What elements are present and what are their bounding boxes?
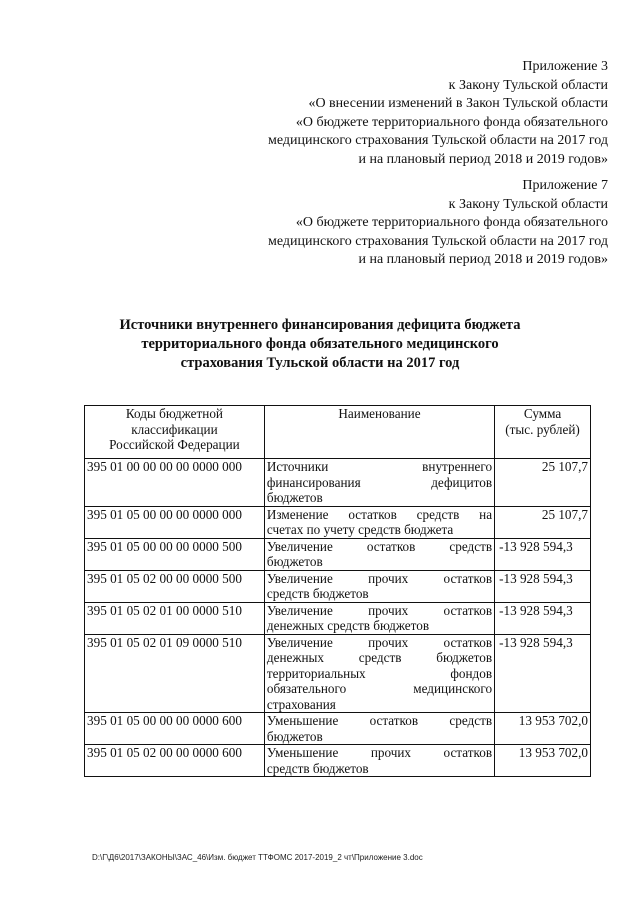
row-name [264, 506, 494, 538]
row-name [264, 570, 494, 602]
table-row [85, 713, 591, 745]
row-name [264, 602, 494, 634]
header-codes [85, 406, 265, 459]
row-name-line: Изменение остатков средств на [266, 506, 493, 522]
row-code: 395 01 05 02 01 00 0000 510 [85, 602, 265, 634]
row-code: 395 01 05 02 01 09 0000 510 [85, 634, 265, 713]
header-codes-line: классификации [131, 421, 218, 437]
appendix-7-line: медицинского страхования Тульской области на 2017 год [268, 233, 608, 249]
budget-sources-table [84, 405, 591, 777]
header-sum-line: Сумма [523, 406, 562, 421]
table-row [85, 602, 591, 634]
header-name: Наименование [264, 406, 494, 459]
header-codes-line: Коды бюджетной [125, 406, 223, 421]
row-name-line: средств бюджетов [266, 586, 369, 601]
row-sum: -13 928 594,3 [495, 570, 591, 602]
title-line: страхования Тульской области на 2017 год [180, 355, 460, 371]
row-name-line: финансирования дефицитов [266, 474, 493, 490]
document-title [100, 316, 540, 373]
row-name-line: территориальных фондов [266, 665, 493, 681]
row-name-line: Увеличение прочих остатков [266, 602, 493, 618]
row-name-line: счетах по учету средств бюджета [266, 522, 454, 537]
title-line: территориального фонда обязательного медицинского [141, 336, 499, 352]
row-code: 395 01 00 00 00 00 0000 000 [85, 459, 265, 507]
row-name [264, 538, 494, 570]
table-header-row [85, 406, 591, 459]
row-name-line: средств бюджетов [266, 760, 369, 776]
row-sum: 25 107,7 [495, 506, 591, 538]
row-name-line: денежных средств бюджетов [266, 618, 430, 633]
appendix-3-line: медицинского страхования Тульской области на 2017 год [268, 133, 608, 148]
table-row [85, 634, 591, 713]
file-path-footer: D:\Г\Д6\2017\ЗАКОНЫ\ЗАС_46\Изм. бюджет ТТФОМС 2017-2019_2 чт\Приложение 3.doc [92, 853, 423, 862]
row-name [264, 745, 494, 777]
table-row [85, 506, 591, 538]
row-sum: 13 953 702,0 [495, 713, 591, 745]
row-name-line: Источники внутреннего [266, 459, 493, 474]
appendix-7-line: Приложение 7 [522, 178, 608, 193]
table-body [85, 459, 591, 777]
appendix-7-line: и на плановый период 2018 и 2019 годов» [358, 252, 608, 267]
row-name-line: денежных средств бюджетов [266, 650, 493, 665]
appendix-3-line: «О бюджете территориального фонда обязательного [295, 114, 608, 130]
row-name-line: бюджетов [266, 490, 323, 505]
row-name-line: Уменьшение прочих остатков [266, 745, 493, 760]
appendix-3-line: к Закону Тульской области [448, 77, 608, 93]
row-name-line: бюджетов [266, 554, 323, 569]
title-line: Источники внутреннего финансирования дефицита бюджета [119, 317, 521, 333]
row-name-line: страхования [266, 696, 336, 712]
table-row [85, 538, 591, 570]
row-sum: 25 107,7 [495, 459, 591, 507]
row-name [264, 459, 494, 507]
row-sum: -13 928 594,3 [495, 634, 591, 713]
appendix-7-header [268, 177, 608, 270]
row-name-line: Увеличение прочих остатков [266, 634, 493, 650]
row-sum: 13 953 702,0 [495, 745, 591, 777]
appendix-7-line: к Закону Тульской области [448, 196, 608, 212]
row-code: 395 01 05 00 00 00 0000 500 [85, 538, 265, 570]
row-sum: -13 928 594,3 [495, 538, 591, 570]
row-code: 395 01 05 00 00 00 0000 600 [85, 713, 265, 745]
row-name [264, 713, 494, 745]
appendix-3-line: и на плановый период 2018 и 2019 годов» [358, 151, 608, 167]
appendix-3-line: Приложение 3 [522, 59, 608, 74]
row-sum: -13 928 594,3 [495, 602, 591, 634]
table-row [85, 745, 591, 777]
table-row [85, 459, 591, 507]
row-name-line: Увеличение прочих остатков [266, 570, 493, 586]
table-row [85, 570, 591, 602]
row-name [264, 634, 494, 713]
row-name-line: бюджетов [266, 728, 323, 744]
row-code: 395 01 05 02 00 00 0000 500 [85, 570, 265, 602]
appendix-7-line: «О бюджете территориального фонда обязательного [295, 215, 608, 230]
row-code: 395 01 05 02 00 00 0000 600 [85, 745, 265, 777]
row-name-line: Уменьшение остатков средств [266, 713, 493, 728]
appendix-3-line: «О внесении изменений в Закон Тульской области [308, 96, 608, 111]
header-sum [495, 406, 591, 459]
row-name-line: Увеличение остатков средств [266, 538, 493, 554]
row-name-line: обязательного медицинского [266, 681, 493, 696]
header-sum-line: (тыс. рублей) [505, 421, 580, 437]
row-code: 395 01 05 00 00 00 0000 000 [85, 506, 265, 538]
header-codes-line: Российской Федерации [109, 437, 240, 452]
appendix-3-header [268, 58, 608, 169]
